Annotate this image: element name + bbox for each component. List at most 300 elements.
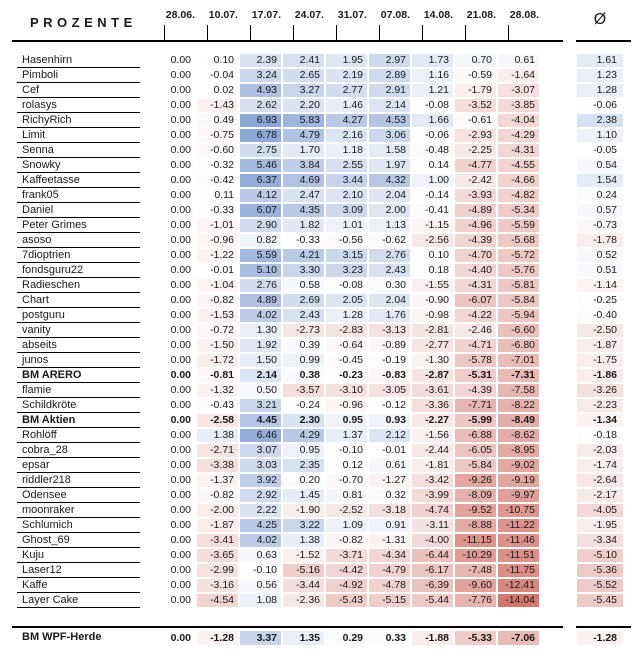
value-cell: 4.53	[369, 114, 410, 127]
value-cell: -4.00	[412, 534, 453, 547]
value-cell: -0.89	[369, 339, 410, 352]
value-cell: 3.22	[283, 519, 324, 532]
value-cell: -1.55	[412, 279, 453, 292]
value-cell: -1.56	[412, 429, 453, 442]
value-cell: -2.87	[412, 369, 453, 382]
value-cell: -5.94	[498, 309, 539, 322]
value-cell: -4.70	[455, 249, 496, 262]
value-cell: -1.90	[283, 504, 324, 517]
value-cell: -0.82	[197, 294, 238, 307]
entity-name: junos	[17, 353, 140, 368]
value-cell: 2.69	[283, 294, 324, 307]
value-cell: 4.32	[369, 174, 410, 187]
table-row	[0, 98, 636, 113]
average-cell: -5.10	[577, 549, 623, 562]
value-cell: 0.00	[170, 54, 191, 66]
value-cell: 0.00	[170, 219, 191, 231]
value-cell: 0.70	[455, 54, 496, 67]
value-cell: 4.45	[240, 414, 281, 427]
value-cell: -3.61	[412, 384, 453, 397]
entity-name: rolasys	[17, 98, 140, 113]
entity-name: moonraker	[17, 503, 140, 518]
value-cell: -3.44	[283, 579, 324, 592]
table-row	[0, 218, 636, 233]
value-cell: 2.97	[369, 54, 410, 67]
average-cell: -2.03	[577, 444, 623, 457]
value-cell: 4.79	[283, 129, 324, 142]
value-cell: -0.72	[197, 324, 238, 337]
value-cell: -0.04	[197, 69, 238, 82]
value-cell: -11.22	[498, 519, 539, 532]
value-cell: -4.89	[455, 204, 496, 217]
entity-name: Rohlöff	[17, 428, 140, 443]
average-cell: -1.34	[577, 414, 623, 427]
average-cell: -3.34	[577, 534, 623, 547]
value-cell: -5.43	[326, 594, 367, 607]
value-cell: 3.84	[283, 159, 324, 172]
value-cell: -5.72	[498, 249, 539, 262]
value-cell: -11.15	[455, 534, 496, 547]
entity-name: Chart	[17, 293, 140, 308]
value-cell: -5.78	[455, 354, 496, 367]
value-cell: -4.55	[498, 159, 539, 172]
value-cell: 0.00	[170, 174, 191, 186]
value-cell: -3.16	[197, 579, 238, 592]
value-cell: 1.38	[283, 534, 324, 547]
value-cell: -0.60	[197, 144, 238, 157]
value-cell: -2.44	[412, 444, 453, 457]
footer-divider-line	[12, 626, 563, 628]
value-cell: -2.83	[326, 324, 367, 337]
date-column-header: 24.07.	[294, 9, 324, 21]
table-row	[0, 83, 636, 98]
value-cell: 5.83	[283, 114, 324, 127]
entity-name: Peter Grimes	[17, 218, 140, 233]
value-cell: -1.81	[412, 459, 453, 472]
table-row	[0, 143, 636, 158]
value-cell: 0.00	[170, 84, 191, 96]
value-cell: 0.00	[170, 99, 191, 111]
table-row	[0, 68, 636, 83]
value-cell: -3.05	[369, 384, 410, 397]
value-cell: 1.01	[326, 219, 367, 232]
average-column-header: Ø	[593, 11, 607, 28]
value-cell: -0.75	[197, 129, 238, 142]
value-cell: 1.95	[326, 54, 367, 67]
value-cell: 0.82	[240, 234, 281, 247]
value-cell: -0.19	[369, 354, 410, 367]
value-cell: -0.24	[283, 399, 324, 412]
value-cell: 5.46	[240, 159, 281, 172]
value-cell: -14.04	[498, 594, 539, 607]
value-cell: 0.49	[197, 114, 238, 127]
value-cell: 0.00	[170, 294, 191, 306]
value-cell: -4.96	[455, 219, 496, 232]
value-cell: 2.89	[369, 69, 410, 82]
table-row	[0, 323, 636, 338]
value-cell: -0.08	[326, 279, 367, 292]
value-cell: -10.75	[498, 504, 539, 517]
entity-name: asoso	[17, 233, 140, 248]
value-cell: 1.76	[369, 309, 410, 322]
column-tick-mark	[207, 25, 208, 40]
value-cell: -4.31	[498, 144, 539, 157]
value-cell: -0.62	[369, 234, 410, 247]
value-cell: -0.01	[197, 264, 238, 277]
value-cell: -4.71	[455, 339, 496, 352]
value-cell: -3.93	[455, 189, 496, 202]
value-cell: -9.52	[455, 504, 496, 517]
entity-name: Schildkröte	[17, 398, 140, 413]
value-cell: 3.30	[283, 264, 324, 277]
table-row	[0, 563, 636, 578]
value-cell: 2.14	[369, 99, 410, 112]
value-cell: 1.66	[412, 114, 453, 127]
value-cell: -5.33	[455, 631, 496, 645]
entity-name: Senna	[17, 143, 140, 158]
table-row	[0, 428, 636, 443]
value-cell: -0.96	[197, 234, 238, 247]
value-cell: -4.92	[326, 579, 367, 592]
date-column-header: 10.07.	[208, 9, 238, 21]
value-cell: -2.56	[412, 234, 453, 247]
value-cell: 0.00	[170, 489, 191, 501]
value-cell: -0.48	[412, 144, 453, 157]
value-cell: 0.00	[170, 279, 191, 291]
value-cell: 0.00	[170, 594, 191, 606]
average-cell: -2.64	[577, 474, 623, 487]
date-column-header: 28.08.	[509, 9, 539, 21]
value-cell: 0.56	[240, 579, 281, 592]
value-cell: -1.28	[197, 631, 238, 645]
value-cell: -1.04	[197, 279, 238, 292]
average-cell: -1.14	[577, 279, 623, 292]
value-cell: -2.81	[412, 324, 453, 337]
value-cell: -2.99	[197, 564, 238, 577]
value-cell: -6.05	[455, 444, 496, 457]
entity-name: Radieschen	[17, 278, 140, 293]
value-cell: -8.62	[498, 429, 539, 442]
value-cell: 0.10	[412, 249, 453, 262]
value-cell: -3.42	[412, 474, 453, 487]
value-cell: 0.00	[170, 309, 191, 321]
value-cell: 3.07	[240, 444, 281, 457]
value-cell: 4.27	[326, 114, 367, 127]
value-cell: 2.62	[240, 99, 281, 112]
value-cell: -8.95	[498, 444, 539, 457]
value-cell: 0.00	[170, 189, 191, 201]
value-cell: 0.61	[498, 54, 539, 67]
value-cell: -1.50	[197, 339, 238, 352]
value-cell: -0.82	[197, 489, 238, 502]
value-cell: -4.54	[197, 594, 238, 607]
column-tick-mark	[465, 25, 466, 40]
value-cell: -0.83	[369, 369, 410, 382]
table-row	[0, 353, 636, 368]
value-cell: -0.43	[197, 399, 238, 412]
entity-name: Laser12	[17, 563, 140, 578]
value-cell: 0.00	[170, 159, 191, 171]
value-cell: -3.65	[197, 549, 238, 562]
value-cell: -8.88	[455, 519, 496, 532]
entity-name: cobra_28	[17, 443, 140, 458]
value-cell: -4.34	[369, 549, 410, 562]
column-tick-mark	[422, 25, 423, 40]
value-cell: 3.27	[283, 84, 324, 97]
value-cell: 4.89	[240, 294, 281, 307]
average-cell: 0.54	[577, 159, 623, 172]
value-cell: 4.02	[240, 534, 281, 547]
entity-name: BM ARERO	[17, 368, 140, 383]
value-cell: -0.12	[369, 399, 410, 412]
value-cell: 1.58	[369, 144, 410, 157]
value-cell: 0.00	[170, 234, 191, 246]
table-row	[0, 128, 636, 143]
entity-name: Cef	[17, 83, 140, 98]
value-cell: -7.48	[455, 564, 496, 577]
value-cell: -2.46	[455, 324, 496, 337]
value-cell: 0.00	[170, 69, 191, 81]
table-row	[0, 203, 636, 218]
value-cell: -0.33	[197, 204, 238, 217]
value-cell: 2.76	[369, 249, 410, 262]
value-cell: -2.27	[412, 414, 453, 427]
value-cell: -0.98	[412, 309, 453, 322]
entity-name: Schlumich	[17, 518, 140, 533]
value-cell: -4.31	[455, 279, 496, 292]
value-cell: -0.70	[326, 474, 367, 487]
column-tick-mark	[336, 25, 337, 40]
value-cell: -5.68	[498, 234, 539, 247]
average-cell: -1.74	[577, 459, 623, 472]
value-cell: -4.79	[369, 564, 410, 577]
average-cell: 2.38	[577, 114, 623, 127]
value-cell: -5.84	[498, 294, 539, 307]
average-cell: -2.50	[577, 324, 623, 337]
value-cell: 4.35	[283, 204, 324, 217]
value-cell: -0.61	[455, 114, 496, 127]
value-cell: -2.58	[197, 414, 238, 427]
value-cell: -3.36	[412, 399, 453, 412]
value-cell: 1.97	[369, 159, 410, 172]
value-cell: -3.85	[498, 99, 539, 112]
date-column-header: 17.07.	[251, 9, 281, 21]
value-cell: 0.33	[369, 631, 410, 645]
value-cell: -7.76	[455, 594, 496, 607]
entity-name: riddler218	[17, 473, 140, 488]
value-cell: -4.40	[455, 264, 496, 277]
value-cell: 0.10	[197, 54, 238, 67]
value-cell: -6.39	[412, 579, 453, 592]
table-row	[0, 248, 636, 263]
value-cell: 2.91	[369, 84, 410, 97]
table-row	[0, 233, 636, 248]
value-cell: -2.42	[455, 174, 496, 187]
value-cell: 1.46	[326, 99, 367, 112]
value-cell: 1.08	[240, 594, 281, 607]
value-cell: 2.04	[369, 294, 410, 307]
value-cell: 0.00	[170, 384, 191, 396]
entity-name: flamie	[17, 383, 140, 398]
average-cell: -4.05	[577, 504, 623, 517]
value-cell: 0.63	[240, 549, 281, 562]
value-cell: -5.16	[283, 564, 324, 577]
table-row	[0, 518, 636, 533]
column-tick-mark	[250, 25, 251, 40]
value-cell: 0.20	[283, 474, 324, 487]
table-row	[0, 113, 636, 128]
value-cell: -4.82	[498, 189, 539, 202]
value-cell: 0.00	[170, 549, 191, 561]
value-cell: 3.37	[240, 631, 281, 645]
value-cell: -5.81	[498, 279, 539, 292]
value-cell: -2.52	[326, 504, 367, 517]
value-cell: -4.22	[455, 309, 496, 322]
value-cell: -3.52	[455, 99, 496, 112]
value-cell: -1.79	[455, 84, 496, 97]
average-cell: -1.75	[577, 354, 623, 367]
value-cell: -9.02	[498, 459, 539, 472]
value-cell: -7.71	[455, 399, 496, 412]
average-cell: -0.73	[577, 219, 623, 232]
value-cell: 2.55	[326, 159, 367, 172]
average-cell: 1.61	[577, 54, 623, 67]
value-cell: -9.26	[455, 474, 496, 487]
entity-name: vanity	[17, 323, 140, 338]
value-cell: 0.58	[283, 279, 324, 292]
entity-name: Kaffe	[17, 578, 140, 593]
value-cell: 6.46	[240, 429, 281, 442]
value-cell: 1.00	[412, 174, 453, 187]
entity-name: Daniel	[17, 203, 140, 218]
value-cell: -0.59	[455, 69, 496, 82]
value-cell: -0.32	[197, 159, 238, 172]
value-cell: -5.44	[412, 594, 453, 607]
value-cell: 2.41	[283, 54, 324, 67]
value-cell: 0.02	[197, 84, 238, 97]
value-cell: -3.07	[498, 84, 539, 97]
value-cell: -0.23	[326, 369, 367, 382]
entity-name: Snowky	[17, 158, 140, 173]
value-cell: -3.41	[197, 534, 238, 547]
average-cell: -0.05	[577, 144, 623, 157]
value-cell: -7.58	[498, 384, 539, 397]
average-cell: 0.51	[577, 264, 623, 277]
value-cell: 0.18	[412, 264, 453, 277]
value-cell: 1.50	[240, 354, 281, 367]
value-cell: -1.22	[197, 249, 238, 262]
value-cell: 0.00	[170, 204, 191, 216]
value-cell: 0.00	[170, 144, 191, 156]
table-row	[0, 308, 636, 323]
value-cell: 0.30	[369, 279, 410, 292]
average-cell: -3.26	[577, 384, 623, 397]
value-cell: 2.90	[240, 219, 281, 232]
column-tick-mark	[293, 25, 294, 40]
value-cell: 3.23	[326, 264, 367, 277]
value-cell: 3.06	[369, 129, 410, 142]
entity-name: Layer Cake	[17, 593, 140, 608]
value-cell: -4.04	[498, 114, 539, 127]
average-cell: -0.25	[577, 294, 623, 307]
value-cell: 0.29	[326, 631, 367, 645]
entity-name: BM WPF-Herde	[22, 631, 102, 643]
value-cell: 0.00	[170, 324, 191, 336]
footer-divider-line-average	[576, 626, 631, 628]
value-cell: -4.29	[498, 129, 539, 142]
value-cell: 1.28	[326, 309, 367, 322]
value-cell: 1.16	[412, 69, 453, 82]
average-cell: -0.18	[577, 429, 623, 442]
value-cell: -4.39	[455, 234, 496, 247]
value-cell: 2.47	[283, 189, 324, 202]
column-tick-mark	[164, 25, 165, 40]
entity-name: Hasenhirn	[17, 53, 140, 68]
value-cell: 0.50	[240, 384, 281, 397]
value-cell: 3.21	[240, 399, 281, 412]
value-cell: 4.29	[283, 429, 324, 442]
value-cell: -1.37	[197, 474, 238, 487]
value-cell: 2.30	[283, 414, 324, 427]
value-cell: 4.69	[283, 174, 324, 187]
value-cell: 0.00	[170, 399, 191, 411]
value-cell: 2.00	[369, 204, 410, 217]
value-cell: 1.92	[240, 339, 281, 352]
value-cell: -9.97	[498, 489, 539, 502]
value-cell: 1.30	[240, 324, 281, 337]
value-cell: -5.59	[498, 219, 539, 232]
value-cell: -8.49	[498, 414, 539, 427]
average-cell: -5.36	[577, 564, 623, 577]
value-cell: -5.15	[369, 594, 410, 607]
table-row	[0, 443, 636, 458]
value-cell: 6.37	[240, 174, 281, 187]
value-cell: 1.37	[326, 429, 367, 442]
value-cell: 2.20	[283, 99, 324, 112]
value-cell: -4.77	[455, 159, 496, 172]
value-cell: -6.44	[412, 549, 453, 562]
value-cell: -5.34	[498, 204, 539, 217]
average-cell: 0.57	[577, 204, 623, 217]
value-cell: -7.06	[498, 631, 539, 645]
date-column-header: 28.06.	[165, 9, 195, 21]
value-cell: -3.13	[369, 324, 410, 337]
table-row	[0, 263, 636, 278]
value-cell: 0.00	[170, 534, 191, 546]
average-cell: -1.86	[577, 369, 623, 382]
value-cell: -0.08	[412, 99, 453, 112]
table-row	[0, 338, 636, 353]
value-cell: -0.82	[326, 534, 367, 547]
header-divider-line-average	[576, 40, 631, 42]
value-cell: 4.02	[240, 309, 281, 322]
average-cell: -1.95	[577, 519, 623, 532]
table-row	[0, 473, 636, 488]
entity-name: Odensee	[17, 488, 140, 503]
value-cell: 0.00	[170, 264, 191, 276]
value-cell: -2.00	[197, 504, 238, 517]
value-cell: 0.00	[170, 459, 191, 471]
value-cell: -2.73	[283, 324, 324, 337]
table-row	[0, 383, 636, 398]
average-cell: 1.23	[577, 69, 623, 82]
value-cell: -0.06	[412, 129, 453, 142]
table-row	[0, 503, 636, 518]
table-row	[0, 548, 636, 563]
value-cell: 2.39	[240, 54, 281, 67]
value-cell: 2.10	[326, 189, 367, 202]
value-cell: -2.25	[455, 144, 496, 157]
